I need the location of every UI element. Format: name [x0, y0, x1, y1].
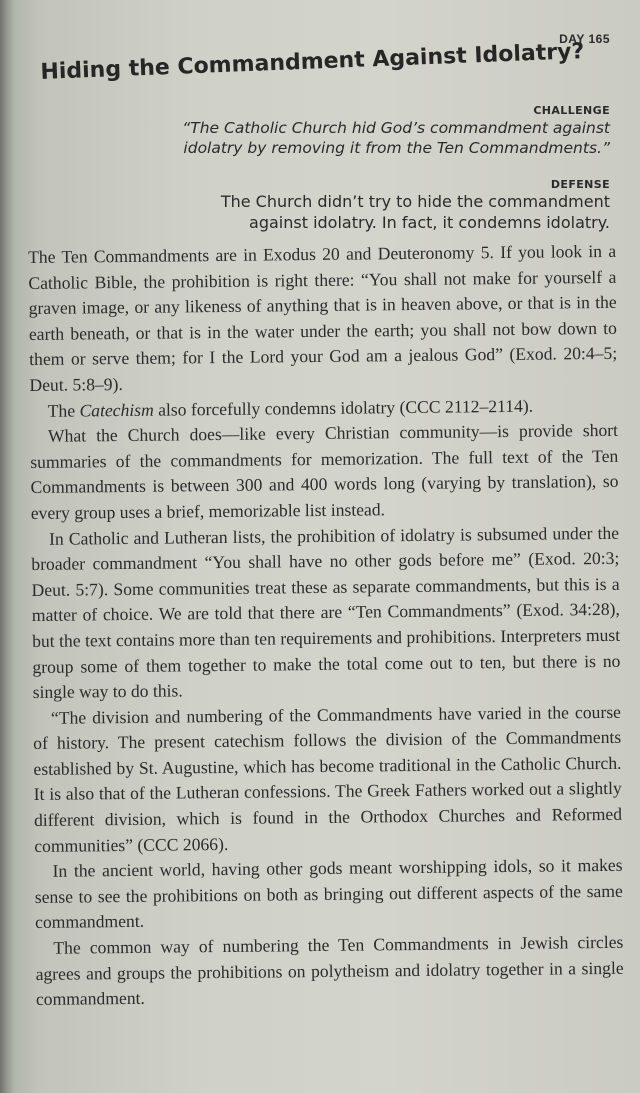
paragraph-3: What the Church does—like every Christian community—is provide short summaries of the commandments for memorization. The full text of the Ten Commandments is between 300 and 400 words long (varying by translation), so every group uses a brief, memorizable list instead. [30, 419, 619, 523]
paragraph-4: In Catholic and Lutheran lists, the prohibition of idolatry is subsumed under the broader commandment “You shall have no other gods before me” (Exod. 20:3; Deut. 5:7). Some communities treat these as separate commandments, but this is a matter of choice. We are told that there are “Ten Commandments” (Exod. 34:28), but the text contains more than ten requirements and prohibitions. Interpreters must group some of them together to make the total come out to ten, but there is no single way to do this. [31, 522, 621, 703]
paragraph-7: The common way of numbering the Ten Commandments in Jewish circles agrees and groups the prohibitions on polytheism and idolatry together in a single commandment. [35, 931, 624, 1010]
page-title: Hiding the Commandment Against Idolatry? [40, 39, 585, 85]
paragraph-1: The Ten Commandments are in Exodus 20 and Deuteronomy 5. If you look in a Catholic Bible, the prohibition is right there: “You shall not make for yourself a graven image, or any likeness of anything that is in heaven above, or that is in the earth beneath, or that is in the water under the earth; you shall not bow down to them or serve them; for I the Lord your God am a jealous God” (Exod. 20:4–5; Deut. 5:8–9). [28, 240, 618, 395]
paragraph-2-prefix: The [47, 400, 80, 421]
paragraph-6: In the ancient world, having other gods meant worshipping idols, so it makes sense to see the prohibitions on both as bringing out different aspects of the same commandment. [34, 855, 623, 933]
challenge-label: CHALLENGE [533, 104, 610, 117]
defense-label: DEFENSE [550, 178, 610, 191]
day-label: DAY 165 [559, 32, 610, 46]
challenge-text: “The Catholic Church hid God’s commandment against idolatry by removing it from the Ten Commandments.” [182, 119, 610, 157]
defense-text: The Church didn’t try to hide the commandment against idolatry. In fact, it condemns idolatry. [220, 192, 610, 232]
body-text [28, 239, 624, 1013]
paragraph-2-suffix: also forcefully condemns idolatry (CCC 2112–2114). [153, 395, 534, 420]
paragraph-5: “The division and numbering of the Commandments have varied in the course of history. The present catechism follows the division of the Commandments established by St. Augustine, which has become traditional in the Catholic Church. It is also that of the Lutheran confessions. The Greek Fathers worked out a slightly different division, which is found in the Orthodox Churches and Reformed communities” (CCC 2066). [33, 701, 623, 856]
catechism-italic: Catechism [79, 399, 154, 421]
